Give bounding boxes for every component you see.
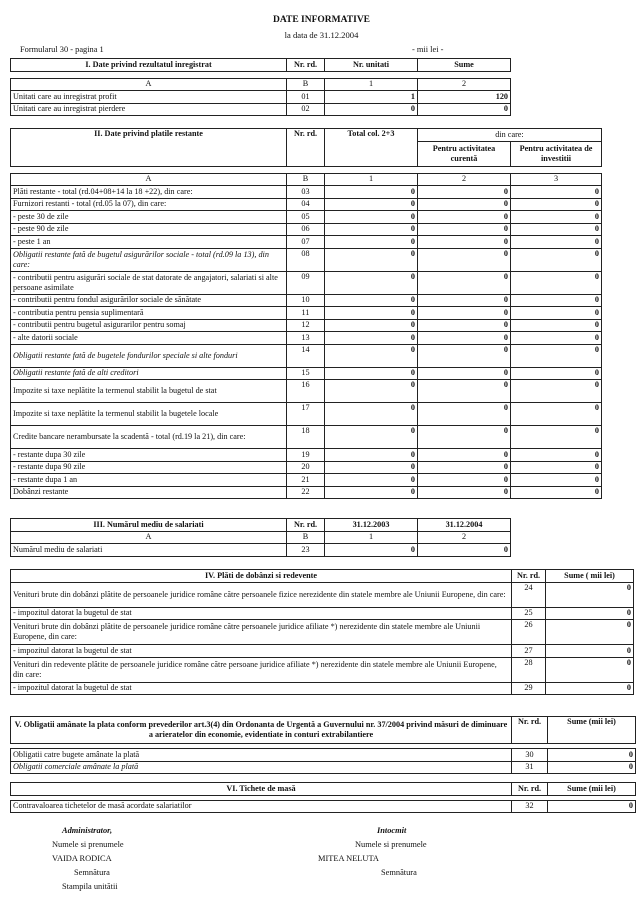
row-total: 0	[325, 461, 418, 474]
row-nr: 23	[287, 544, 325, 557]
row-label: Venituri din redevente plătite de persoanele juridice române către persoane juridice afiliate *) nerezidente din statele membre ale Uniunii Europene, din care:	[11, 657, 512, 682]
row-label: Obligatii catre bugete amânate la plată	[11, 749, 512, 762]
section3-letter: 2	[418, 531, 511, 544]
section2-letter: 1	[325, 173, 418, 186]
row-nr: 11	[287, 307, 325, 320]
row-sums: 0	[418, 103, 511, 116]
row-nr: 30	[512, 749, 548, 762]
row-current: 0	[418, 332, 511, 345]
row-label: Unitati care au inregistrat profit	[11, 91, 287, 104]
row-label: Venituri brute din dobânzi plătite de persoanele juridice române către persoanele juridice afiliate *) nerezidente din statele membre ale Uniunii Europene, din care:	[11, 620, 512, 645]
row-current: 0	[418, 319, 511, 332]
row-total: 0	[325, 307, 418, 320]
row-nr: 16	[287, 380, 325, 403]
row-value-2004: 0	[418, 544, 511, 557]
row-nr: 31	[512, 761, 548, 774]
row-total: 0	[325, 344, 418, 367]
row-nr: 28	[512, 657, 546, 682]
table-row	[11, 607, 634, 620]
table-row	[11, 645, 634, 658]
table-row	[11, 367, 602, 380]
row-total: 0	[325, 186, 418, 199]
row-label: - restante dupa 1 an	[11, 474, 287, 487]
row-label: - peste 1 an	[11, 236, 287, 249]
section3-col-2004: 31.12.2004	[418, 519, 511, 532]
row-invest: 0	[511, 344, 602, 367]
row-invest: 0	[511, 474, 602, 487]
row-nr: 25	[512, 607, 546, 620]
row-label: Credite bancare nerambursate la scadentă - total (rd.19 la 21), din care:	[11, 426, 287, 449]
prepared-by-signature-label: Semnătura	[381, 868, 417, 877]
table-row	[11, 426, 602, 449]
section2-col-of-which: din care:	[418, 129, 602, 142]
section6-col-nr: Nr. rd.	[512, 783, 548, 796]
row-total: 0	[325, 223, 418, 236]
row-nr: 04	[287, 198, 325, 211]
row-units: 1	[325, 91, 418, 104]
document-date: la data de 31.12.2004	[284, 30, 359, 40]
section3-col-nr: Nr. rd.	[287, 519, 325, 532]
admin-title: Administrator,	[62, 826, 113, 835]
section2-letter: B	[287, 173, 325, 186]
row-value: 0	[548, 761, 636, 774]
row-current: 0	[418, 271, 511, 294]
row-total: 0	[325, 403, 418, 426]
section1-table	[10, 58, 511, 116]
table-row	[11, 211, 602, 224]
row-label: - impozitul datorat la bugetul de stat	[11, 645, 512, 658]
row-label: - peste 30 de zile	[11, 211, 287, 224]
row-nr: 09	[287, 271, 325, 294]
row-value: 0	[546, 620, 634, 645]
table-row	[11, 800, 636, 813]
section6-title: VI. Tichete de masă	[11, 783, 512, 796]
admin-name-label: Numele si prenumele	[52, 840, 124, 849]
section5-col-nr: Nr. rd.	[512, 717, 548, 744]
row-total: 0	[325, 474, 418, 487]
admin-name: VAIDA RODICA	[52, 854, 112, 863]
table-row	[11, 332, 602, 345]
row-total: 0	[325, 367, 418, 380]
table-row	[11, 474, 602, 487]
section1-letter: 2	[418, 78, 511, 91]
section4-table	[10, 569, 634, 695]
row-label: - contributii pentru bugetul asigurarilor pentru somaj	[11, 319, 287, 332]
row-value: 0	[548, 749, 636, 762]
row-invest: 0	[511, 223, 602, 236]
row-invest: 0	[511, 307, 602, 320]
row-invest: 0	[511, 319, 602, 332]
table-row	[11, 403, 602, 426]
row-nr: 13	[287, 332, 325, 345]
table-row	[11, 236, 602, 249]
row-nr: 10	[287, 294, 325, 307]
row-nr: 24	[512, 582, 546, 607]
row-nr: 27	[512, 645, 546, 658]
row-label: - contributia pentru pensia suplimentară	[11, 307, 287, 320]
row-nr: 12	[287, 319, 325, 332]
table-row	[11, 186, 602, 199]
section1-title: I. Date privind rezultatul inregistrat	[11, 59, 287, 72]
row-value: 0	[546, 645, 634, 658]
table-row	[11, 582, 634, 607]
section2-col-nr: Nr. rd.	[287, 129, 325, 167]
row-current: 0	[418, 236, 511, 249]
section3-letter: 1	[325, 531, 418, 544]
row-label: Furnizori restanti - total (rd.05 la 07), din care:	[11, 198, 287, 211]
row-current: 0	[418, 307, 511, 320]
row-value: 0	[546, 582, 634, 607]
section2-col-current: Pentru activitatea curentă	[418, 141, 511, 166]
row-label: Contravaloarea tichetelor de masă acordate salariatilor	[11, 800, 512, 813]
row-total: 0	[325, 236, 418, 249]
row-label: - impozitul datorat la bugetul de stat	[11, 607, 512, 620]
row-total: 0	[325, 332, 418, 345]
table-row	[11, 271, 602, 294]
row-invest: 0	[511, 294, 602, 307]
table-row	[11, 380, 602, 403]
row-label: - alte datorii sociale	[11, 332, 287, 345]
row-current: 0	[418, 380, 511, 403]
table-row	[11, 761, 636, 774]
table-row	[11, 682, 634, 695]
section2-table	[10, 128, 602, 499]
row-label: - restante dupa 90 zile	[11, 461, 287, 474]
row-label: Numărul mediu de salariati	[11, 544, 287, 557]
table-row	[11, 486, 602, 499]
section3-table	[10, 518, 511, 557]
section2-letter: 3	[511, 173, 602, 186]
row-total: 0	[325, 426, 418, 449]
row-nr: 14	[287, 344, 325, 367]
row-current: 0	[418, 486, 511, 499]
row-invest: 0	[511, 332, 602, 345]
prepared-by-title: Intocmit	[377, 826, 407, 835]
row-value: 0	[546, 657, 634, 682]
table-row	[11, 307, 602, 320]
row-total: 0	[325, 271, 418, 294]
row-total: 0	[325, 380, 418, 403]
admin-signature-label: Semnătura	[74, 868, 110, 877]
row-nr: 08	[287, 248, 325, 271]
section2-title: II. Date privind platile restante	[11, 129, 287, 167]
section5-table	[10, 716, 636, 774]
row-label: Plăti restante - total (rd.04+08+14 la 18 +22), din care:	[11, 186, 287, 199]
row-nr: 18	[287, 426, 325, 449]
row-total: 0	[325, 319, 418, 332]
row-current: 0	[418, 344, 511, 367]
section4-title: IV. Plăti de dobânzi si redevente	[11, 570, 512, 583]
table-row	[11, 449, 602, 462]
row-total: 0	[325, 248, 418, 271]
row-nr: 03	[287, 186, 325, 199]
row-label: Dobânzi restante	[11, 486, 287, 499]
row-nr: 17	[287, 403, 325, 426]
row-label: Obligatii restante fată de alti creditori	[11, 367, 287, 380]
row-total: 0	[325, 211, 418, 224]
section3-title: III. Numărul mediu de salariati	[11, 519, 287, 532]
section4-col-nr: Nr. rd.	[512, 570, 546, 583]
row-current: 0	[418, 367, 511, 380]
section6-table	[10, 782, 636, 813]
table-row	[11, 461, 602, 474]
row-nr: 02	[287, 103, 325, 116]
row-invest: 0	[511, 248, 602, 271]
row-total: 0	[325, 198, 418, 211]
row-label: Impozite si taxe neplătite la termenul stabilit la bugetele locale	[11, 403, 287, 426]
section3-letter: B	[287, 531, 325, 544]
row-label: Impozite si taxe neplătite la termenul stabilit la bugetul de stat	[11, 380, 287, 403]
row-nr: 07	[287, 236, 325, 249]
section1-col-units: Nr. unitati	[325, 59, 418, 72]
section2-col-invest: Pentru activitatea de investitii	[511, 141, 602, 166]
table-row	[11, 319, 602, 332]
table-row	[11, 344, 602, 367]
row-label: - peste 90 de zile	[11, 223, 287, 236]
row-label: - contributii pentru fondul asigurărilor sociale de sănătate	[11, 294, 287, 307]
prepared-by-name: MITEA NELUTA	[318, 854, 379, 863]
table-row	[11, 657, 634, 682]
row-value: 0	[546, 607, 634, 620]
row-current: 0	[418, 223, 511, 236]
row-nr: 19	[287, 449, 325, 462]
table-row	[11, 294, 602, 307]
row-nr: 06	[287, 223, 325, 236]
table-row	[11, 103, 511, 116]
prepared-by-name-label: Numele si prenumele	[355, 840, 427, 849]
row-invest: 0	[511, 380, 602, 403]
section1-letter: B	[287, 78, 325, 91]
row-invest: 0	[511, 403, 602, 426]
document-title: DATE INFORMATIVE	[272, 15, 371, 25]
row-invest: 0	[511, 271, 602, 294]
section1-letter: A	[11, 78, 287, 91]
row-current: 0	[418, 294, 511, 307]
table-row	[11, 248, 602, 271]
row-current: 0	[418, 449, 511, 462]
section2-col-total: Total col. 2+3	[325, 129, 418, 167]
row-nr: 29	[512, 682, 546, 695]
row-nr: 15	[287, 367, 325, 380]
section5-col-sums: Sume (mii lei)	[548, 717, 636, 744]
row-units: 0	[325, 103, 418, 116]
row-value: 0	[546, 682, 634, 695]
admin-stamp-label: Stampila unitătii	[62, 882, 118, 891]
row-invest: 0	[511, 236, 602, 249]
row-nr: 05	[287, 211, 325, 224]
section3-letter: A	[11, 531, 287, 544]
row-label: - restante dupa 30 zile	[11, 449, 287, 462]
row-current: 0	[418, 403, 511, 426]
row-label: Obligatii restante fată de bugetele fondurilor speciale si alte fonduri	[11, 344, 287, 367]
section1-col-nr: Nr. rd.	[287, 59, 325, 72]
form-label: Formularul 30 - pagina 1	[20, 45, 104, 54]
row-label: Unitati care au inregistrat pierdere	[11, 103, 287, 116]
table-row	[11, 620, 634, 645]
row-nr: 20	[287, 461, 325, 474]
row-label: - contributii pentru asigurări sociale de stat datorate de angajatori, salariati si alte persoane asimilate	[11, 271, 287, 294]
table-row	[11, 749, 636, 762]
section5-title: V. Obligatii amânate la plata conform prevederilor art.3(4) din Ordonanta de Urgentă a Guvernului nr. 37/2004 privind măsuri de diminuare a arieratelor din economie, evidentiate in conturi extrabilantiere	[11, 717, 512, 744]
row-current: 0	[418, 248, 511, 271]
row-invest: 0	[511, 367, 602, 380]
section4-col-sums: Sume ( mii lei)	[546, 570, 634, 583]
row-label: - impozitul datorat la bugetul de stat	[11, 682, 512, 695]
row-sums: 120	[418, 91, 511, 104]
table-row	[11, 91, 511, 104]
table-row	[11, 198, 602, 211]
section2-letter: 2	[418, 173, 511, 186]
section6-col-sums: Sume (mii lei)	[548, 783, 636, 796]
row-value-2003: 0	[325, 544, 418, 557]
row-total: 0	[325, 294, 418, 307]
row-current: 0	[418, 426, 511, 449]
section1-col-sums: Sume	[418, 59, 511, 72]
row-label: Obligatii comerciale amânate la plată	[11, 761, 512, 774]
row-nr: 21	[287, 474, 325, 487]
row-value: 0	[548, 800, 636, 813]
row-invest: 0	[511, 426, 602, 449]
row-current: 0	[418, 186, 511, 199]
row-total: 0	[325, 486, 418, 499]
row-label: Obligatii restante fată de bugetul asigurărilor sociale - total (rd.09 la 13), din care:	[11, 248, 287, 271]
section2-letter: A	[11, 173, 287, 186]
row-invest: 0	[511, 186, 602, 199]
row-nr: 22	[287, 486, 325, 499]
row-invest: 0	[511, 486, 602, 499]
table-row	[11, 223, 602, 236]
row-invest: 0	[511, 449, 602, 462]
section3-col-2003: 31.12.2003	[325, 519, 418, 532]
row-nr: 32	[512, 800, 548, 813]
row-nr: 26	[512, 620, 546, 645]
row-total: 0	[325, 449, 418, 462]
row-current: 0	[418, 211, 511, 224]
row-current: 0	[418, 474, 511, 487]
row-nr: 01	[287, 91, 325, 104]
table-row	[11, 544, 511, 557]
row-invest: 0	[511, 461, 602, 474]
row-invest: 0	[511, 211, 602, 224]
row-label: Venituri brute din dobânzi plătite de persoanele juridice române către persoanele fizice nerezidente din statele membre ale Uniunii Europene, din care:	[11, 582, 512, 607]
section1-letter: 1	[325, 78, 418, 91]
row-current: 0	[418, 461, 511, 474]
row-invest: 0	[511, 198, 602, 211]
row-current: 0	[418, 198, 511, 211]
unit-label: - mii lei -	[412, 45, 444, 54]
